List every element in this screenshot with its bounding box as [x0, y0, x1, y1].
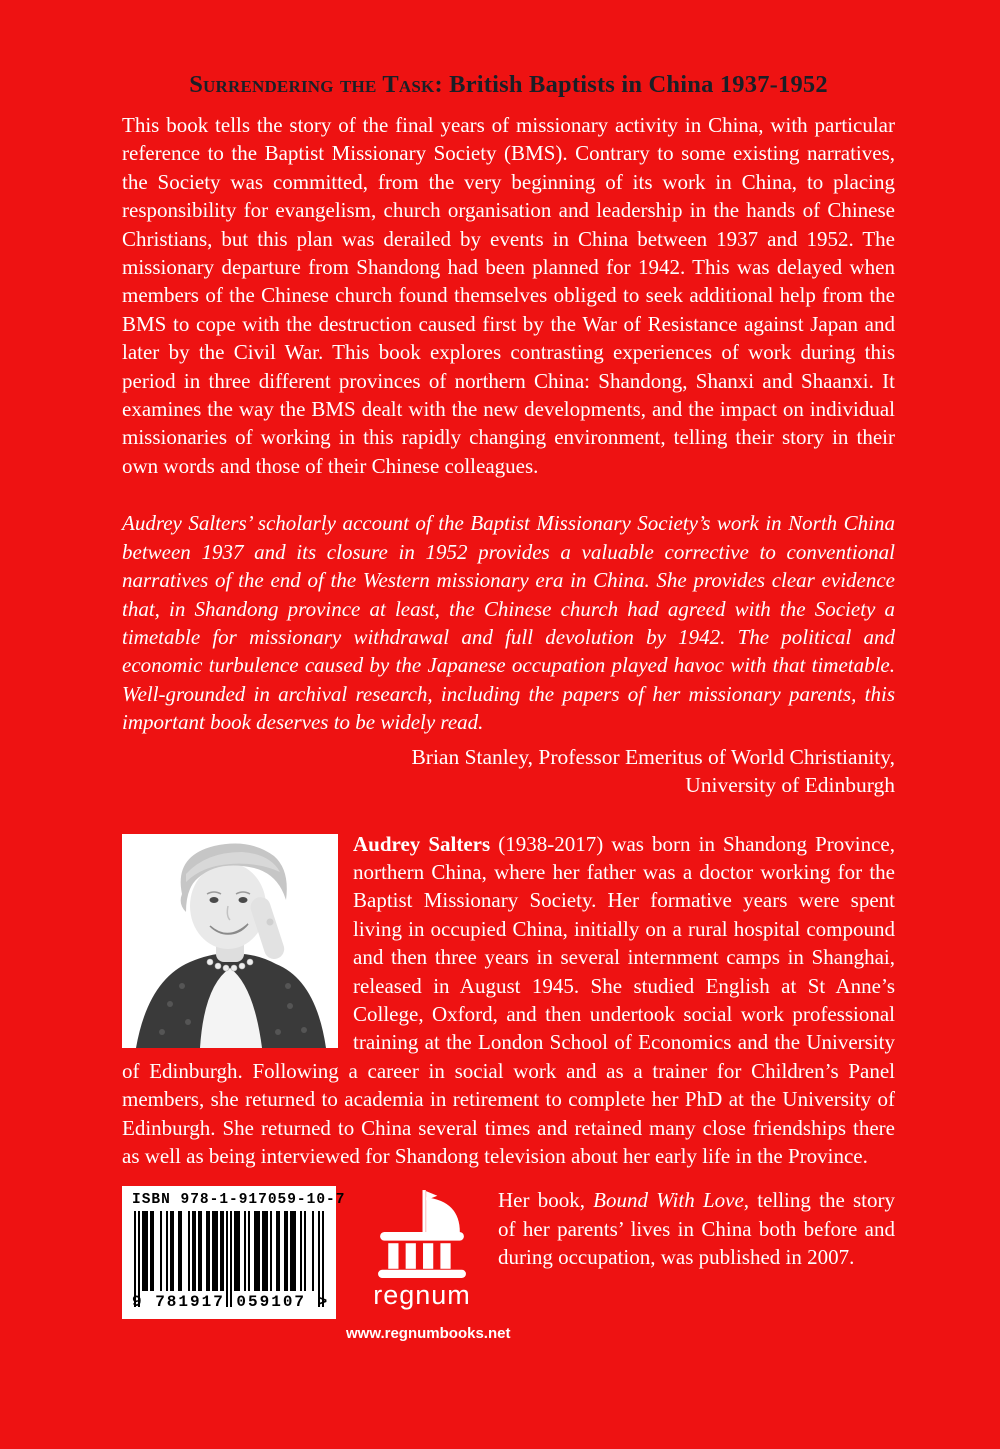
book-title-subtitle: British Baptists in China 1937-1952 — [449, 71, 828, 98]
attribution-line-1: Brian Stanley, Professor Emeritus of World Christianity, — [411, 744, 895, 769]
author-bio-section — [122, 830, 895, 1171]
publisher-logo-block — [346, 1186, 511, 1343]
endorsement-quote: Audrey Salters’ scholarly account of the Baptist Missionary Society’s work in North China between 1937 and its closure in 1952 provides a valuable corrective to conventional narratives of the end of the Western missionary era in China. She provides clear evidence that, in Shandong province at least, the Chinese church had agreed with the Society a timetable for missionary withdrawal and full devolution by 1942. The political and economic turbulence caused by the Japanese occupation played havoc with that timetable. Well-grounded in archival research, including the papers of her missionary parents, this important book deserves to be widely read. — [122, 511, 895, 735]
regnum-logo-icon — [376, 1188, 468, 1278]
bottom-section — [122, 1186, 895, 1342]
publisher-name: regnum — [373, 1280, 471, 1311]
book-note-pre: Her book, — [498, 1188, 594, 1213]
author-name: Audrey Salters — [353, 831, 491, 856]
author-photo — [122, 834, 338, 1048]
book-title — [122, 70, 895, 100]
endorsement-attribution — [122, 743, 895, 800]
author-bio-text: (1938-2017) was born in Shandong Province, northern China, where her father was a doctor working for the Baptist Missionary Society. Her formative years were spent living in occupied China, initially on a rural hospital compound and then three years in several internment camps in Shanghai, released in August 1945. She studied English at St Anne’s College, Oxford, and then undertook social work professional training at the London School of Economics and the University of Edinburgh. Following a career in social work and as a trainer for Children’s Panel members, she returned to academia in retirement to complete her PhD at the University of Edinburgh. She returned to China several times and retained many close friendships there as well as being interviewed for Shandong television about her early life in the Province. — [122, 831, 895, 1168]
publisher-website: www.regnumbooks.net — [346, 1325, 511, 1343]
barcode-digits: 9 781917 059107 > — [132, 1293, 330, 1312]
synopsis-paragraph: This book tells the story of the final years of missionary activity in China, with particular reference to the Baptist Missionary Society (BMS). Contrary to some existing narratives, the Society was committed, from the very beginning of its work in China, to placing responsibility for evangelism, church organisation and leadership in the hands of Chinese Christians, but this plan was derailed by events in China between 1937 and 1952. The missionary departure from Shandong had been planned for 1942. This was delayed when members of the Chinese church found themselves obliged to seek additional help from the BMS to cope with the destruction caused first by the War of Resistance against Japan and later by the Civil War. This book explores contrasting experiences of work during this period in three different provinces of northern China: Shandong, Shanxi and Shaanxi. It examines the way the BMS dealt with the new developments, and the impact on individual missionaries of working in this rapidly changing environment, telling their story in their own words and those of their Chinese colleagues. — [122, 113, 895, 478]
author-portrait-image — [122, 834, 338, 1048]
book-title-series: Surrendering the Task: — [189, 71, 450, 98]
attribution-line-2: University of Edinburgh — [685, 773, 895, 798]
book-note-post: , telling the story of her parents’ lives in China both before and during occupation, was published in 2007. — [498, 1188, 895, 1270]
book-note-paragraph — [498, 1186, 895, 1271]
isbn-number: ISBN 978-1-917059-10-7 — [132, 1192, 346, 1209]
isbn-barcode — [122, 1186, 346, 1319]
book-note-title: Bound With Love — [593, 1188, 744, 1213]
